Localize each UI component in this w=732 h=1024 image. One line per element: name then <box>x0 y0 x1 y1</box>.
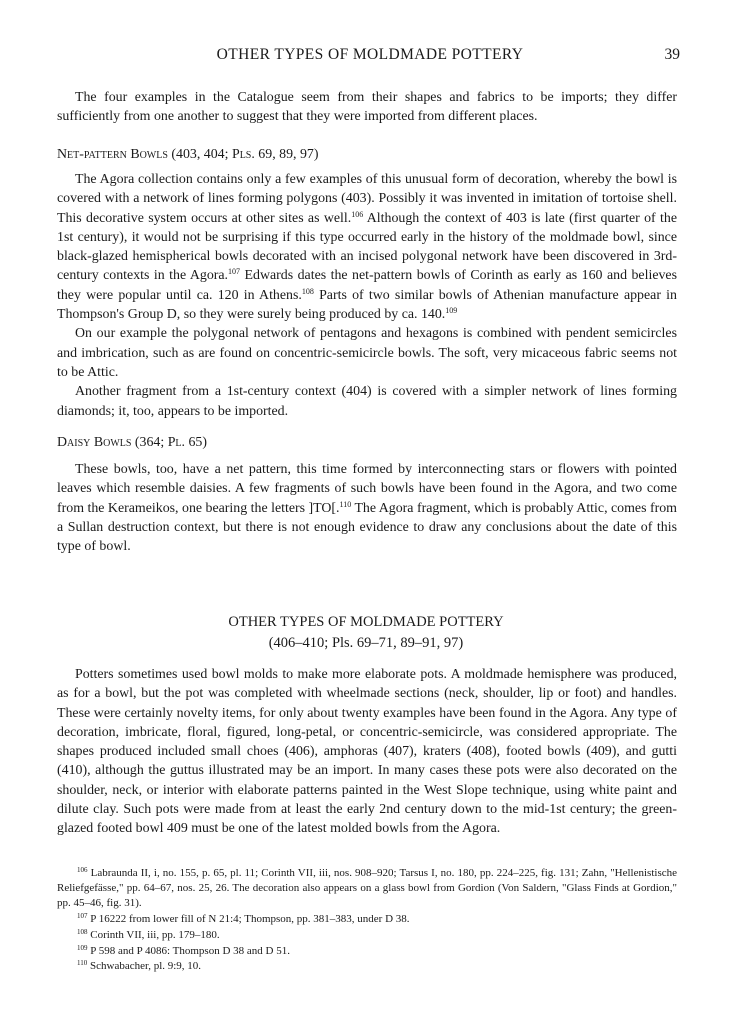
net-pattern-paragraph-3: Another fragment from a 1st-century context (404) is covered with a simpler network of lines forming diamonds; it, too, appears to be imported. <box>57 384 677 419</box>
footnote-text: Schwabacher, pl. 9:9, 10. <box>90 960 202 973</box>
net-pattern-paragraph-1 <box>57 170 677 324</box>
footnote-ref-106: 106 <box>351 209 364 219</box>
footnote <box>57 866 677 912</box>
footnote-text: P 598 and P 4086: Thompson D 38 and D 51. <box>90 944 290 957</box>
page-number: 39 <box>664 46 680 63</box>
net-pattern-heading-text: Net-pattern Bowls (403, 404; Pls. 69, 89, 97) <box>57 147 319 162</box>
footnote-number: 110 <box>77 959 88 968</box>
footnote-ref-110: 110 <box>339 499 352 509</box>
footnote <box>57 959 677 974</box>
footnote-number: 106 <box>77 866 88 874</box>
moldmade-section <box>57 665 677 839</box>
daisy-text-a: These bowls, too, have a net pattern, this time formed by interconnecting stars or flowers with pointed leaves which resemble daisies. A few fragments of such bowls have been found in the Agora, and two come from the Kerameikos, one bearing the letters ]TO[. <box>57 462 677 516</box>
footnote-number: 108 <box>77 927 88 936</box>
footnote-text: Labraunda II, i, no. 155, p. 65, pl. 11; Corinth VII, iii, nos. 908–920; Tarsus I, no. 180, pp. 224–225, fig. 131; Zahn, "Hellenistische Reliefgefässe," pp. 64–67, nos. 25, 26. The decoration also appears on a glass bowl from Gordion (Von Saldern, "Glass Finds at Gordion," pp. 45–46, fig. 31). <box>57 867 677 910</box>
daisy-heading-text: Daisy Bowls (364; Pl. 65) <box>57 435 207 450</box>
footnote <box>57 912 677 927</box>
page-header <box>60 46 680 72</box>
footnote-text: P 16222 from lower fill of N 21:4; Thompson, pp. 381–383, under D 38. <box>90 913 410 926</box>
section-title: OTHER TYPES OF MOLDMADE POTTERY <box>228 614 504 630</box>
footnotes <box>57 866 677 975</box>
daisy-section <box>57 460 677 556</box>
daisy-text-b: The Agora fragment, which is probably Attic, comes from a Sullan destruction context, but there is not enough evidence to draw any conclusions about the date of this type of bowl. <box>57 500 677 555</box>
footnote-ref-109: 109 <box>445 306 458 316</box>
daisy-heading <box>57 435 207 451</box>
footnote-ref-108: 108 <box>301 286 314 296</box>
footnote <box>57 928 677 943</box>
intro-paragraph: The four examples in the Catalogue seem from their shapes and fabrics to be imports; they differ sufficiently from one another to suggest that they were imported from different places. <box>57 90 677 125</box>
net-pattern-text-c: Edwards dates the net-pattern bowls of Corinth as early as 160 and believes they were popular until ca. 120 in Athens. <box>57 268 677 303</box>
running-title: OTHER TYPES OF MOLDMADE POTTERY <box>216 46 524 63</box>
moldmade-paragraph: Potters sometimes used bowl molds to make more elaborate pots. A moldmade hemisphere was produced, as for a bowl, but the pot was completed with wheelmade sections (neck, shoulder, lip or foot) and handles. These were certainly novelty items, for only about twenty examples have been found in the Agora. Any type of decoration, imbricate, floral, figured, long-petal, or concentric-semicircle, was considered appropriate. The shapes produced included small choes (406), amphoras (407), kraters (408), footed bowls (409), and gutti (410), although the guttus illustrated may be an import. In many cases these pots were also decorated on the shoulder, neck, or interior with elaborate patterns painted in the West Slope technique, using white paint and dilute clay. Such pots were made from at least the early 2nd century down to the mid-1st century; the green-glazed footed bowl 409 must be one of the latest molded bowls from the Agora. <box>57 667 677 837</box>
daisy-paragraph <box>57 460 677 556</box>
net-pattern-heading <box>57 147 319 163</box>
footnote-ref-107: 107 <box>228 267 241 277</box>
net-pattern-paragraph-2: On our example the polygonal network of pentagons and hexagons is combined with pendent semicircles and imbrication, such as are found on concentric-semicircle bowls. The soft, very micaceous fabric seems not to be Attic. <box>57 326 677 380</box>
net-pattern-text-a: The Agora collection contains only a few examples of this unusual form of decoration, whereby the bowl is covered with a network of lines forming polygons (403). Possibly it was invented in imitation of tortoise shell. This decorative system occurs at other sites as well. <box>57 172 677 226</box>
net-pattern-text-d: Parts of two similar bowls of Athenian manufacture appear in Thompson's Group D, so they were surely being produced by ca. 140. <box>57 287 677 323</box>
net-pattern-text-b: Although the context of 403 is late (first quarter of the 1st century), it would not be surprising if this type occurred early in the history of the moldmade bowl, since black-glazed hemispherical bowls decorated with an incised polygonal network have been discovered in 3rd-century contexts in the Agora. <box>57 210 677 284</box>
footnote <box>57 944 677 959</box>
intro-paragraph-block <box>57 88 677 127</box>
footnote-text: Corinth VII, iii, pp. 179–180. <box>90 928 220 941</box>
footnote-number: 109 <box>77 943 88 952</box>
net-pattern-section <box>57 170 677 421</box>
section-subtitle: (406–410; Pls. 69–71, 89–91, 97) <box>268 635 464 651</box>
footnote-number: 107 <box>77 912 88 921</box>
